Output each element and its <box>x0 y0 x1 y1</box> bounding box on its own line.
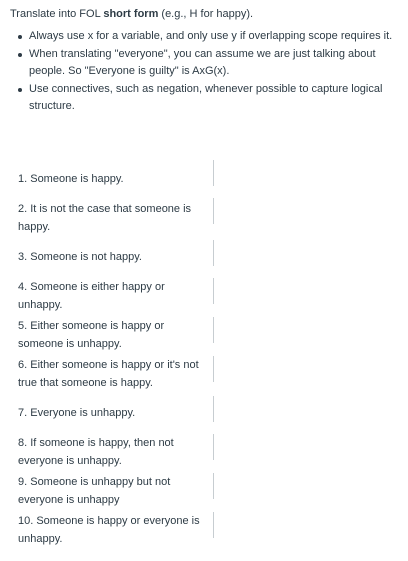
question-10: 10. Someone is happy or everyone is unhappy. <box>18 515 200 545</box>
bullet-everyone-rule: When translating "everyone", you can assume we are just talking about people. So "Everyone is guilty" is AxG(x). <box>10 46 402 80</box>
question-2: 2. It is not the case that someone is happy. <box>18 203 192 233</box>
instructions <box>10 6 402 116</box>
answer-field-8[interactable] <box>213 434 214 460</box>
lead-tail: (e.g., H for happy). <box>158 8 254 20</box>
instructions-lead <box>10 6 402 23</box>
answer-field-10[interactable] <box>213 512 214 538</box>
answer-field-2[interactable] <box>213 198 214 224</box>
question-7: 7. Everyone is unhappy. <box>18 407 136 419</box>
answer-field-7[interactable] <box>213 396 214 422</box>
answer-field-4[interactable] <box>213 278 214 304</box>
lead-text: Translate into FOL <box>10 8 104 20</box>
answer-field-9[interactable] <box>213 473 214 499</box>
question-1: 1. Someone is happy. <box>18 173 124 185</box>
question-6: 6. Either someone is happy or it's not true that someone is happy. <box>18 359 199 389</box>
question-5: 5. Either someone is happy or someone is unhappy. <box>18 320 165 350</box>
bullet-variable-rule: Always use x for a variable, and only use y if overlapping scope requires it. <box>10 28 402 45</box>
answer-field-1[interactable] <box>213 160 214 186</box>
question-4: 4. Someone is either happy or unhappy. <box>18 281 165 311</box>
question-8: 8. If someone is happy, then not everyone is unhappy. <box>18 437 174 467</box>
lead-bold: short form <box>103 8 159 20</box>
question-3: 3. Someone is not happy. <box>18 251 142 263</box>
answer-field-5[interactable] <box>213 317 214 343</box>
answer-field-6[interactable] <box>213 356 214 382</box>
instruction-bullets <box>10 28 402 115</box>
answer-field-3[interactable] <box>213 240 214 266</box>
bullet-connectives-rule: Use connectives, such as negation, whenever possible to capture logical structure. <box>10 81 402 115</box>
question-9: 9. Someone is unhappy but not everyone is unhappy <box>18 476 171 506</box>
